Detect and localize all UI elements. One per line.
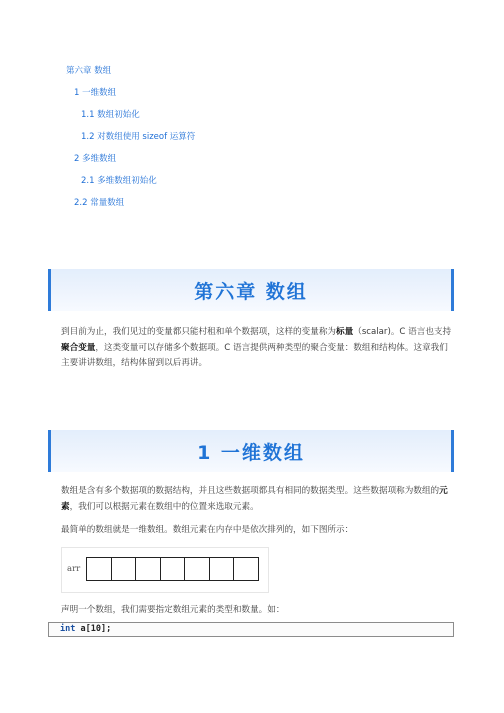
section1-text-1: 数组是含有多个数据项的数据结构，并且这些数据项都具有相同的数据类型。这些数据项称为数组的 [61,486,440,496]
toc-item-chapter[interactable]: 第六章 数组 [66,66,112,76]
array-cell [160,557,186,581]
array-diagram [61,547,269,593]
code-block [48,622,454,637]
section-1-title-banner [48,430,454,472]
intro-text-3: ，这类变量可以存储多个数据项。C 语言提供两种类型的聚合变量：数组和结构体。这章我们主要讲讲数组，结构体留到以后再讲。 [61,342,448,368]
toc-item-section-1[interactable]: 1 一维数组 [74,88,117,98]
code-number: 10 [90,624,101,634]
code-keyword: int [60,624,76,634]
chapter-intro-paragraph [61,325,453,372]
array-cells [87,557,259,581]
intro-text-1: 到目前为止，我们见过的变量都只能村租和单个数据项，这样的变量称为 [61,327,337,337]
toc-item-section-1-2[interactable]: 1.2 对数组使用 sizeof 运算符 [81,132,196,142]
array-cell [135,557,161,581]
array-cell [233,557,259,581]
array-cell [86,557,112,581]
section-1-title: 1 一维数组 [197,441,305,464]
term-scalar: 标量 [336,327,354,337]
term-element: 元素 [61,486,448,512]
array-label: arr [67,564,81,574]
section1-text-2: ，我们可以根据元素在数组中的位置来选取元素。 [69,501,259,512]
toc-item-section-1-1[interactable]: 1.1 数组初始化 [81,110,140,120]
term-aggregate: 聚合变量 [61,342,96,353]
array-cell [184,557,210,581]
section-1-paragraph-1 [61,484,453,515]
intro-text-2: （scalar)。C 语言也支持 [353,327,452,337]
code-identifier: a[ [75,624,91,634]
chapter-title-banner [48,269,454,311]
toc-item-section-2-1[interactable]: 2.1 多维数组初始化 [81,176,157,186]
section-1-paragraph-2: 最简单的数组就是一维数组。数组元素在内存中是依次排列的，如下图所示： [61,525,354,535]
code-tail: ]; [100,624,112,634]
toc-item-section-2-2[interactable]: 2.2 常量数组 [74,198,125,208]
toc-item-section-2[interactable]: 2 多维数组 [74,154,117,164]
section-1-paragraph-3: 声明一个数组，我们需要指定数组元素的类型和数量。如： [61,605,285,615]
chapter-title: 第六章 数组 [194,280,308,303]
array-cell [111,557,137,581]
array-cell [209,557,235,581]
